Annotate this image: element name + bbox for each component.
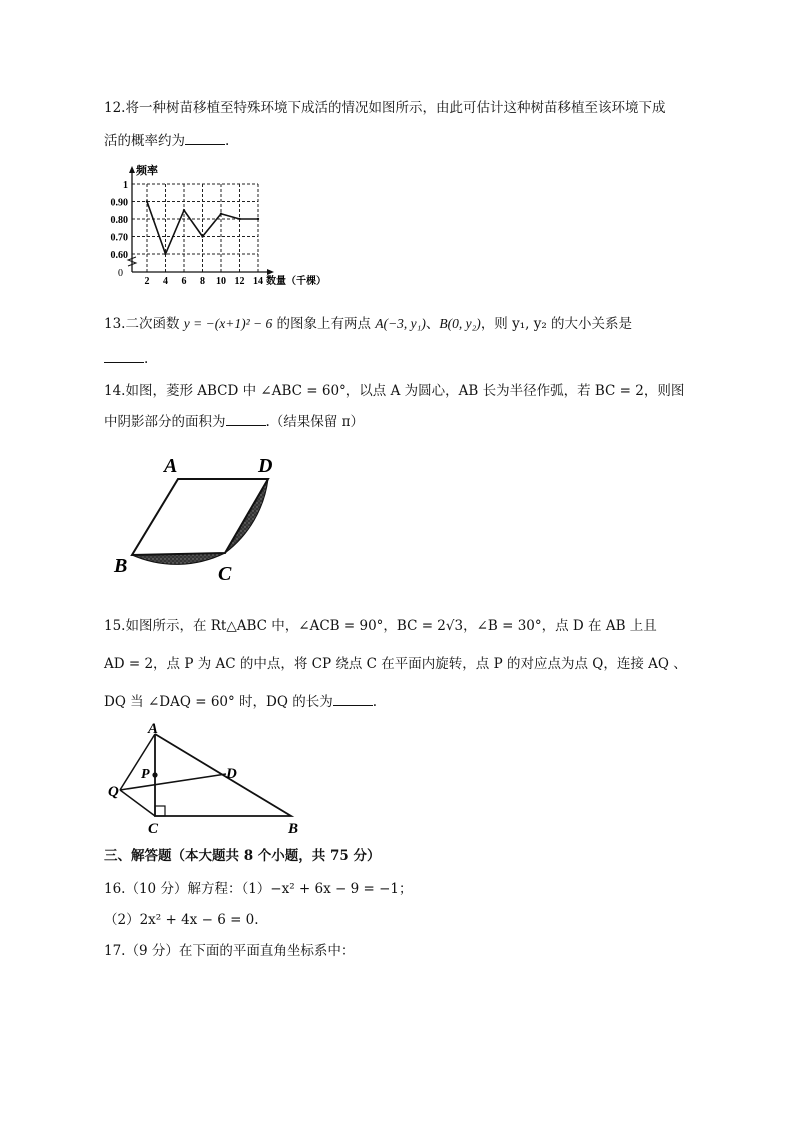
label-D: D <box>258 455 273 477</box>
label-B: B <box>114 555 128 577</box>
answer-blank <box>333 692 373 706</box>
q13-sep: 、 <box>425 316 440 332</box>
axis-break <box>128 257 136 266</box>
q13-formula: y = −(x+1)² − 6 <box>183 316 273 331</box>
q15-line3 <box>104 692 377 711</box>
label-A: A <box>148 721 159 737</box>
q14-line2-end: .（结果保留 π） <box>265 414 364 430</box>
q16-line2: （2）2x² + 4x − 6 = 0. <box>104 912 259 928</box>
q12-line1: 12.将一种树苗移植至特殊环境下成活的情况如图所示，由此可估计这种树苗移植至该环境下成 <box>104 100 666 116</box>
answer-blank <box>185 131 225 145</box>
q13-point-b: B(0, y₂) <box>439 316 481 331</box>
data-point <box>201 235 203 237</box>
q16-line1: 16.（10 分）解方程：（1）−x² + 6x − 9 = −1； <box>104 881 413 897</box>
frequency-chart <box>100 162 360 292</box>
label-D: D <box>226 766 237 782</box>
x-tick-label: 14 <box>253 276 263 287</box>
q13-line2-end: . <box>144 351 149 367</box>
x-tick-label: 2 <box>144 276 150 287</box>
q15-line1: 15.如图所示，在 Rt△ABC 中，∠ACB = 90°，BC = 2√3，∠B = 30°，点 D 在 AB 上且 <box>104 618 657 634</box>
q13-pre: 13.二次函数 <box>104 316 184 332</box>
data-point <box>183 209 185 211</box>
data-point <box>257 218 259 220</box>
q13-point-a: A(−3, y₁) <box>375 316 426 331</box>
segment-qc <box>120 790 155 816</box>
q14-line2-text: 中阴影部分的面积为 <box>104 414 226 430</box>
y-tick-label: 0.70 <box>110 232 128 244</box>
data-point <box>238 218 240 220</box>
triangle-figure <box>108 722 308 837</box>
segment-aq <box>120 734 155 790</box>
q15-line3-end: . <box>372 694 378 710</box>
label-B: B <box>288 821 299 837</box>
section-heading: 三、解答题（本大题共 8 个小题，共 75 分） <box>104 848 381 864</box>
q13-line1 <box>104 315 632 333</box>
chart-origin: 0 <box>118 268 123 279</box>
q12-line2 <box>104 131 229 150</box>
label-P: P <box>141 767 150 782</box>
q13-mid: 的图象上有两点 <box>272 316 376 332</box>
y-tick-label: 0.90 <box>110 197 128 209</box>
data-point <box>220 213 222 215</box>
chart-ylabel: 频率 <box>136 165 158 177</box>
chart-grid <box>132 184 258 272</box>
q14-line1: 14.如图，菱形 ABCD 中 ∠ABC = 60°，以点 A 为圆心，AB 长为半径作弧，若 BC = 2，则图 <box>104 383 685 399</box>
label-Q: Q <box>108 784 119 800</box>
y-tick-label: 0.60 <box>110 250 128 261</box>
data-point <box>146 200 148 202</box>
y-axis-arrow <box>129 166 135 173</box>
point-p <box>152 772 157 777</box>
answer-blank <box>104 349 144 363</box>
y-tick-label: 0.80 <box>110 215 128 226</box>
q15-line3-text: DQ 当 ∠DAQ = 60° 时，DQ 的长为 <box>104 694 333 710</box>
chart-xlabel: 数量（千棵） <box>266 276 326 287</box>
y-tick-label: 1 <box>123 180 128 191</box>
q12-line2-end: . <box>225 133 230 149</box>
x-tick-label: 8 <box>200 276 205 287</box>
x-tick-label: 12 <box>234 276 245 287</box>
data-point <box>164 253 166 255</box>
q13-post: ，则 y₁, y₂ 的大小关系是 <box>480 316 633 332</box>
segment-qd <box>120 774 226 790</box>
right-angle-mark <box>155 806 165 816</box>
q15-line2: AD = 2，点 P 为 AC 的中点，将 CP 绕点 C 在平面内旋转，点 P 的对应点为点 Q，连接 AQ 、 <box>104 656 687 672</box>
label-C: C <box>218 563 232 585</box>
label-A: A <box>164 455 178 477</box>
label-C: C <box>148 821 159 837</box>
q17-line1: 17.（9 分）在下面的平面直角坐标系中： <box>104 943 355 959</box>
answer-blank <box>226 412 266 426</box>
x-axis-arrow <box>267 269 274 275</box>
chart-axes <box>128 166 274 275</box>
rhombus-figure <box>108 450 308 590</box>
x-tick-label: 4 <box>163 276 168 287</box>
q13-line2 <box>104 349 148 368</box>
q12-line2-text: 活的概率约为 <box>104 133 185 149</box>
chart-tick-labels <box>111 180 264 287</box>
x-tick-label: 10 <box>216 276 226 287</box>
q14-line2 <box>104 412 364 431</box>
x-tick-label: 6 <box>181 276 187 287</box>
